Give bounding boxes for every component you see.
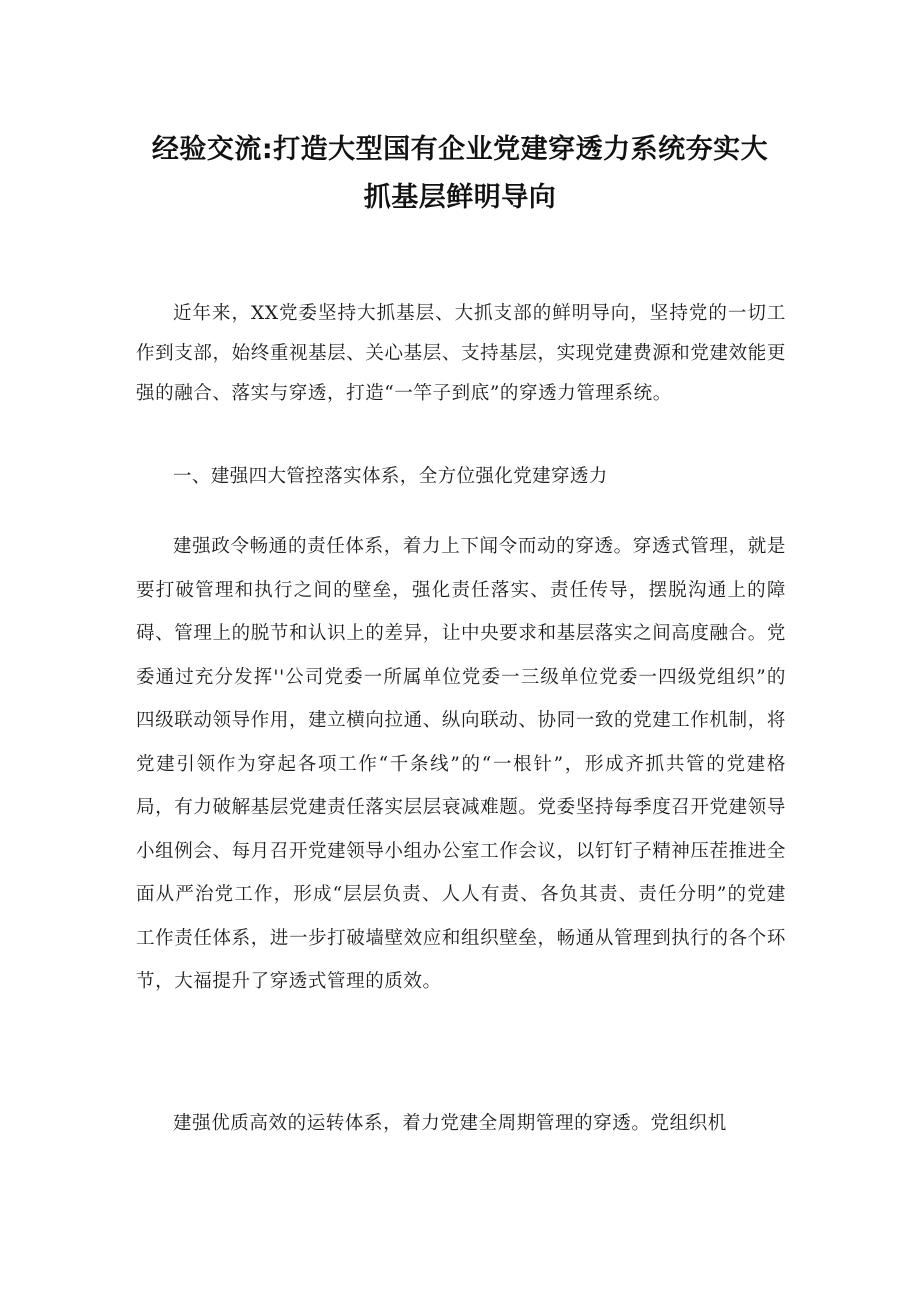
body-paragraph-2: 建强优质高效的运转体系，着力党建全周期管理的穿透。党组织机 [173, 1113, 727, 1134]
intro-paragraph: 近年来，XX党委坚持大抓基层、大抓支部的鲜明导向，坚持党的一切工作到支部，始终重视基层、关心基层、支持基层，实现党建费源和党建效能更强的融合、落实与穿透，打造“一竿子到底”的穿透力管理系统。 [136, 303, 786, 404]
title-line-1: 经验交流:打造大型国有企业党建穿透力系统夯实大 [151, 134, 769, 166]
body-paragraph-1: 建强政令畅通的责任体系，着力上下闻令而动的穿透。穿透式管理，就是要打破管理和执行之间的壁垒，强化责任落实、责任传导，摆脱沟通上的障碍、管理上的脱节和认识上的差异，让中央要求和基层落实之间高度融合。党委通过充分发挥''公司党委一所属单位党委一三级单位党委一四级党组织”的四级联动领导作用，建立横向拉通、纵向联动、协同一致的党建工作机制，将党建引领作为穿起各项工作“千条线”的“一根针”，形成齐抓共管的党建格局，有力破解基层党建责任落实层层衰减难题。党委坚持每季度召开党建领导小组例会、每月召开党建领导小组办公室工作会议，以钉钉子精神压茬推进全面从严治党工作，形成“层层负责、人人有责、各负其责、责任分明”的党建工作责任体系，进一步打破墙壁效应和组织壁垒，畅通从管理到执行的各个环节，大福提升了穿透式管理的质效。 [136, 536, 786, 992]
document-title [100, 126, 820, 222]
title-line-2: 抓基层鲜明导向 [363, 182, 557, 214]
section-heading-1: 一、建强四大管控落实体系，全方位强化党建穿透力 [173, 466, 608, 487]
